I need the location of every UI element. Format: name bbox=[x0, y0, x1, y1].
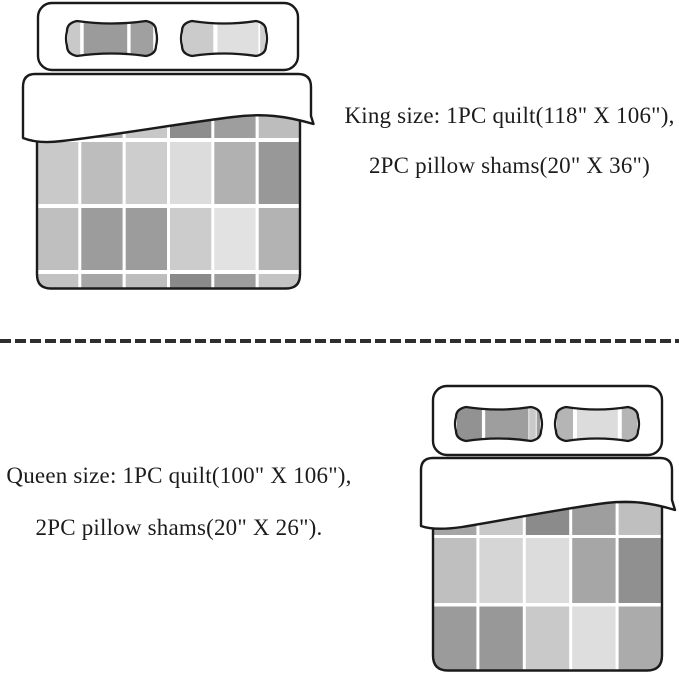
pillow-sham bbox=[555, 402, 639, 446]
quilt-patch bbox=[433, 607, 476, 671]
quilt-patch bbox=[81, 142, 122, 204]
quilt-patch bbox=[214, 274, 255, 289]
quilt-patch bbox=[214, 142, 255, 204]
quilt-patch bbox=[170, 274, 211, 289]
quilt-patch bbox=[170, 142, 211, 204]
quilt-patch bbox=[37, 142, 78, 204]
king-bed-illustration bbox=[0, 0, 340, 300]
dashed-divider bbox=[0, 339, 679, 343]
quilt-patch bbox=[572, 538, 615, 603]
quilt-patch bbox=[526, 607, 569, 671]
quilt-patch bbox=[126, 142, 167, 204]
quilt-patch bbox=[126, 208, 167, 270]
quilt-patch bbox=[619, 607, 662, 671]
quilt-patch bbox=[619, 538, 662, 603]
quilt-patch bbox=[433, 538, 476, 603]
quilt-patch bbox=[81, 208, 122, 270]
queen-bed-illustration bbox=[400, 370, 679, 678]
quilt-patch bbox=[214, 208, 255, 270]
quilt-patch bbox=[479, 538, 522, 603]
quilt-patch bbox=[259, 208, 300, 270]
quilt-patch bbox=[619, 502, 662, 535]
quilt-patch bbox=[259, 142, 300, 204]
quilt-patch bbox=[170, 208, 211, 270]
pillow-sham bbox=[181, 16, 267, 61]
pillow-sham bbox=[66, 16, 157, 61]
quilt-patch bbox=[572, 607, 615, 671]
king-size-label-line1: King size: 1PC quilt(118" X 106"), bbox=[344, 103, 675, 128]
pillow-sham bbox=[455, 402, 542, 446]
king-size-label-line2: 2PC pillow shams(20" X 36") bbox=[368, 153, 651, 178]
quilt-patch bbox=[479, 607, 522, 671]
queen-size-label-line2: 2PC pillow shams(20" X 26"). bbox=[35, 515, 323, 540]
queen-size-label-line1: Queen size: 1PC quilt(100" X 106"), bbox=[6, 463, 352, 488]
quilt-patch bbox=[126, 274, 167, 289]
quilt-patch bbox=[81, 274, 122, 289]
quilt-patch bbox=[526, 538, 569, 603]
quilt-patch bbox=[37, 208, 78, 270]
